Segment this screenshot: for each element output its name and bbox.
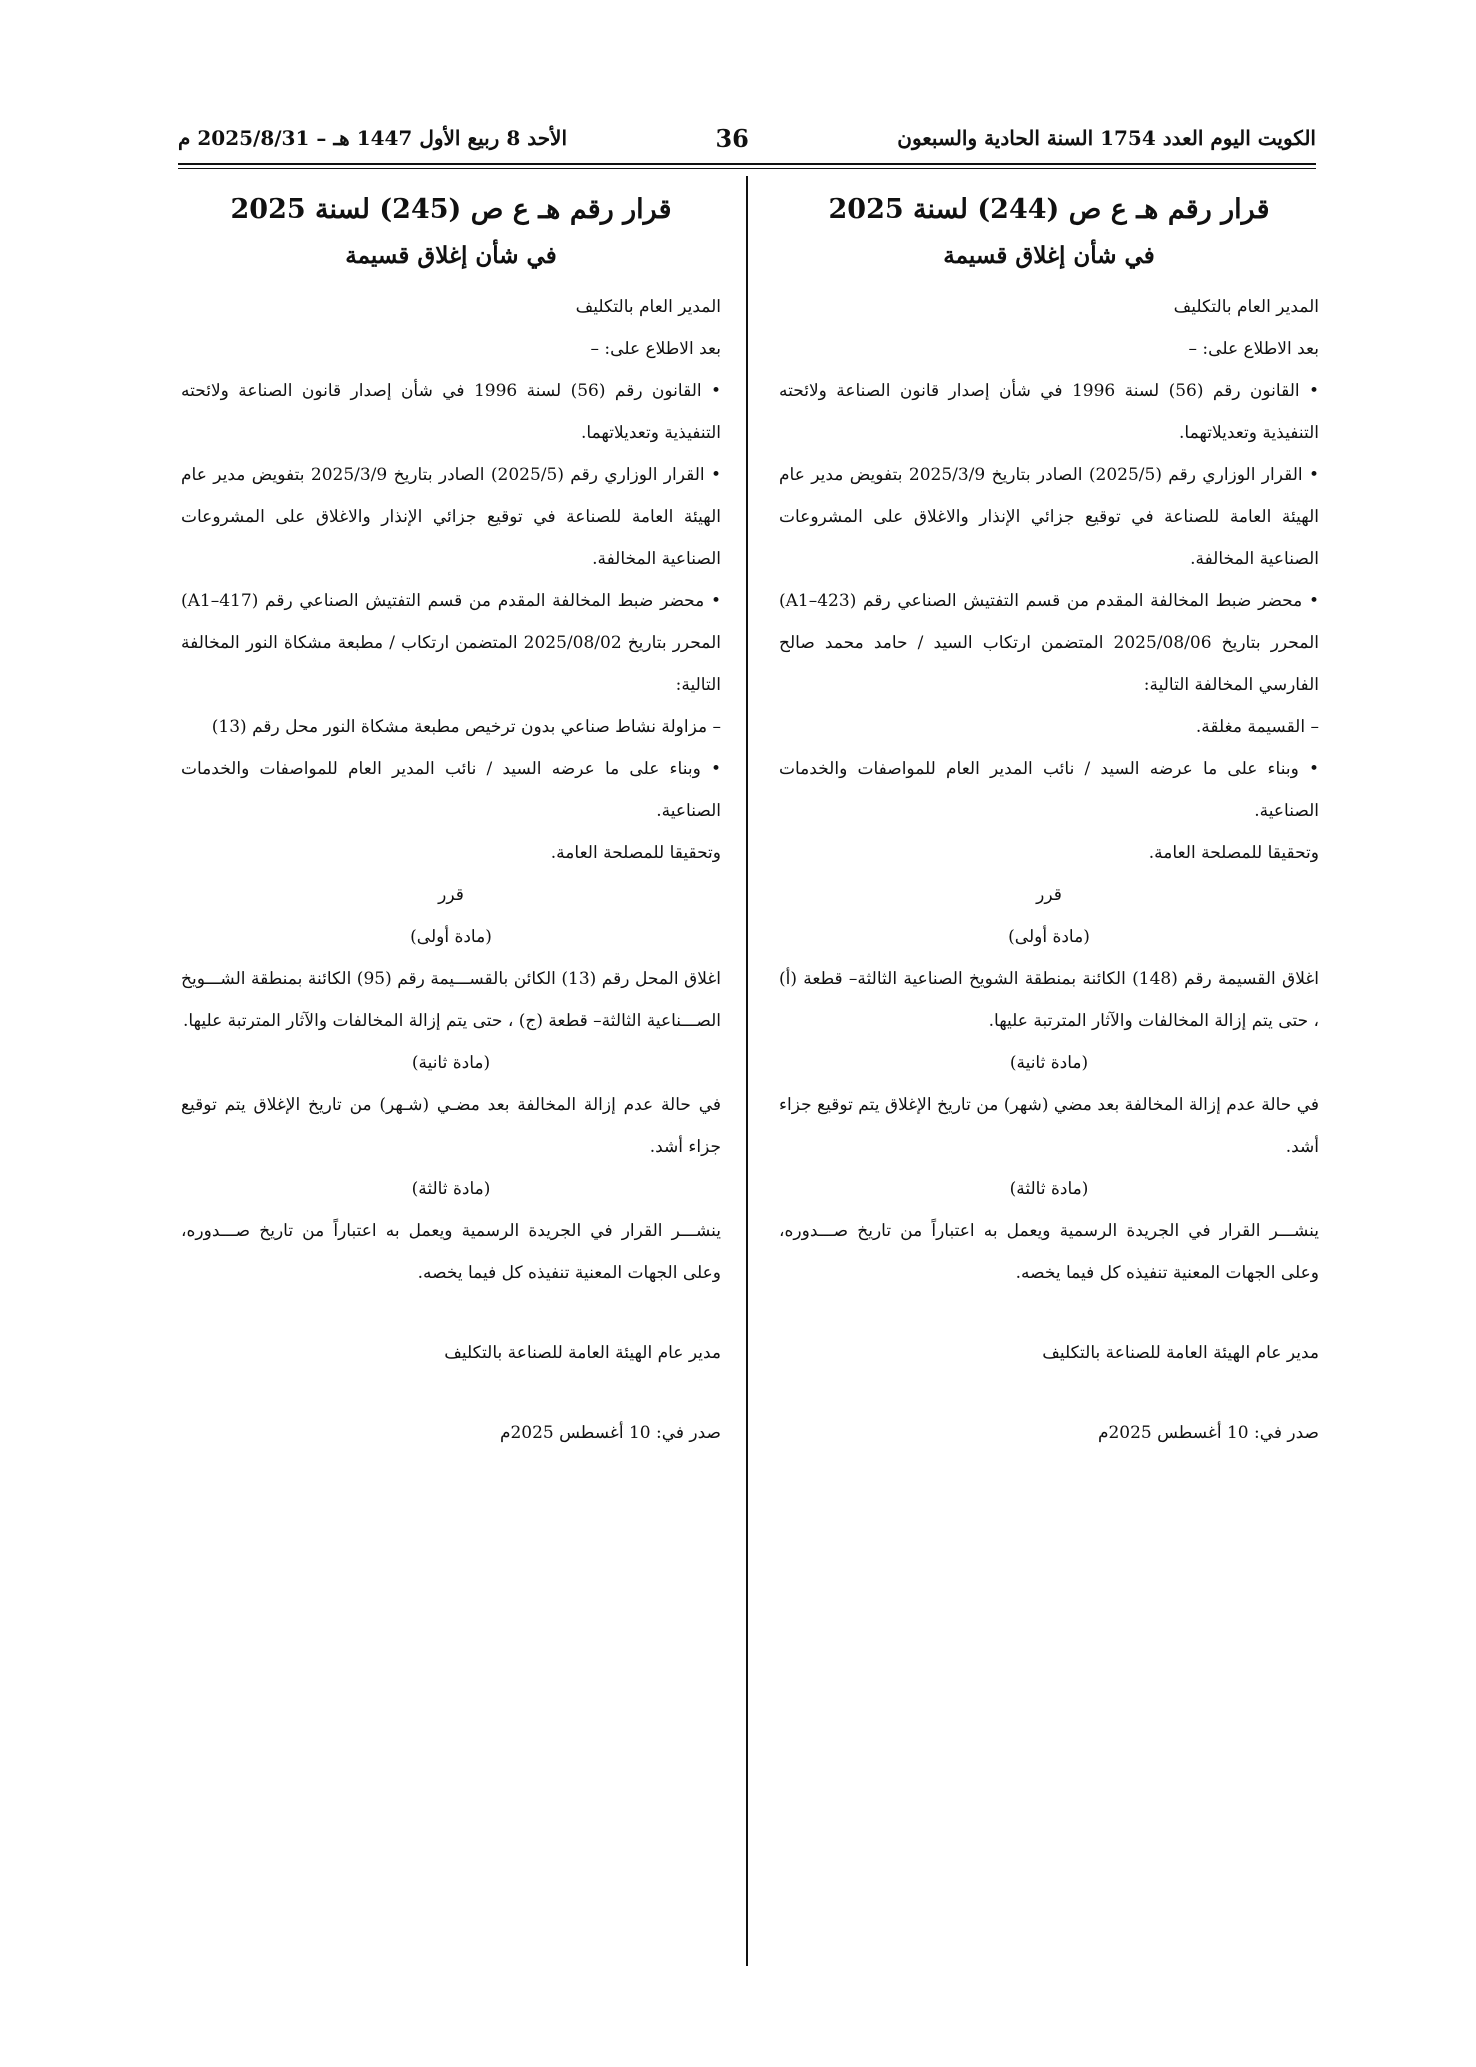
decision-title: قرار رقم هـ ع ص (244) لسنة 2025 xyxy=(828,194,1270,225)
preamble-law: • القانون رقم (56) لسنة 1996 في شأن إصدار قانون الصناعة ولائحته التنفيذية وتعديلاتهما. xyxy=(181,381,722,443)
article3-heading: (مادة ثالثة) xyxy=(1009,1179,1089,1199)
violation-item: – مزاولة نشاط صناعي بدون ترخيص مطبعة مشكاة النور محل رقم (13) xyxy=(211,717,721,737)
preamble-intro: بعد الاطلاع على: – xyxy=(590,339,721,359)
article2-heading: (مادة ثانية) xyxy=(411,1053,491,1073)
public-interest: وتحقيقا للمصلحة العامة. xyxy=(550,843,721,863)
preamble-law: • القانون رقم (56) لسنة 1996 في شأن إصدار قانون الصناعة ولائحته التنفيذية وتعديلاتهما. xyxy=(779,381,1320,443)
header-rule-thin xyxy=(178,168,1316,169)
preamble-violation-report: • محضر ضبط المخالفة المقدم من قسم التفتيش الصناعي رقم (A1–417) المحرر بتاريخ 2025/08/02 المتضمن ارتكاب / مطبعة مشكاة النور المخالفة التالية: xyxy=(181,591,721,695)
preamble-ministerial-decision: • القرار الوزاري رقم (2025/5) الصادر بتاريخ 2025/3/9 بتفويض مدير عام الهيئة العامة للصناعة في توقيع جزائي الإنذار والاغلاق على المشروعات الصناعية المخالفة. xyxy=(779,465,1319,569)
article3-heading: (مادة ثالثة) xyxy=(411,1179,491,1199)
signer-role: المدير العام بالتكليف xyxy=(575,297,721,317)
decision-title: قرار رقم هـ ع ص (245) لسنة 2025 xyxy=(230,194,672,225)
page-header xyxy=(178,118,1316,158)
article1-heading: (مادة أولى) xyxy=(410,927,492,947)
decision-245 xyxy=(181,180,721,1454)
preamble-violation-report: • محضر ضبط المخالفة المقدم من قسم التفتيش الصناعي رقم (A1–423) المحرر بتاريخ 2025/08/06 المتضمن ارتكاب السيد / حامد محمد صالح الفارسي المخالفة التالية: xyxy=(779,591,1319,695)
preamble-intro: بعد الاطلاع على: – xyxy=(1188,339,1319,359)
decision-subtitle: في شأن إغلاق قسيمة xyxy=(345,242,557,269)
issue-date: صدر في: 10 أغسطس 2025م xyxy=(1097,1423,1319,1443)
article1-text: اغلاق المحل رقم (13) الكائن بالقســـيمة رقم (95) الكائنة بمنطقة الشـــويخ الصـــناعية الثالثة– قطعة (ج) ، حتى يتم إزالة المخالفات والآثار المترتبة عليها. xyxy=(181,969,721,1031)
article3-text: ينشـــر القرار في الجريدة الرسمية ويعمل به اعتباراً من تاريخ صـــدوره، وعلى الجهات المعنية تنفيذه كل فيما يخصه. xyxy=(779,1221,1319,1283)
header-date: الأحد 8 ربيع الأول 1447 هـ – 2025/8/31 م xyxy=(178,126,568,150)
article2-text: في حالة عدم إزالة المخالفة بعد مضـي (شـهر) من تاريخ الإغلاق يتم توقيع جزاء أشد. xyxy=(181,1095,721,1157)
public-interest: وتحقيقا للمصلحة العامة. xyxy=(1148,843,1319,863)
signatory: مدير عام الهيئة العامة للصناعة بالتكليف xyxy=(444,1343,721,1363)
header-rule-thick xyxy=(178,163,1316,165)
issue-date: صدر في: 10 أغسطس 2025م xyxy=(499,1423,721,1443)
article2-heading: (مادة ثانية) xyxy=(1009,1053,1089,1073)
article1-heading: (مادة أولى) xyxy=(1008,927,1090,947)
decided-heading: قرر xyxy=(438,885,464,905)
column-divider xyxy=(746,176,748,1966)
header-issue-info: الكويت اليوم العدد 1754 السنة الحادية والسبعون xyxy=(897,126,1316,150)
signer-role: المدير العام بالتكليف xyxy=(1173,297,1319,317)
decided-heading: قرر xyxy=(1036,885,1062,905)
article1-text: اغلاق القسيمة رقم (148) الكائنة بمنطقة الشويخ الصناعية الثالثة– قطعة (أ) ، حتى يتم إزالة المخالفات والآثار المترتبة عليها. xyxy=(779,969,1319,1031)
preamble-ministerial-decision: • القرار الوزاري رقم (2025/5) الصادر بتاريخ 2025/3/9 بتفويض مدير عام الهيئة العامة للصناعة في توقيع جزائي الإنذار والاغلاق على المشروعات الصناعية المخالفة. xyxy=(181,465,721,569)
article3-text: ينشـــر القرار في الجريدة الرسمية ويعمل به اعتباراً من تاريخ صـــدوره، وعلى الجهات المعنية تنفيذه كل فيما يخصه. xyxy=(181,1221,721,1283)
decision-subtitle: في شأن إغلاق قسيمة xyxy=(943,242,1155,269)
article2-text: في حالة عدم إزالة المخالفة بعد مضي (شهر) من تاريخ الإغلاق يتم توقيع جزاء أشد. xyxy=(779,1095,1319,1157)
decision-244 xyxy=(779,180,1319,1454)
preamble-proposal: • وبناء على ما عرضه السيد / نائب المدير العام للمواصفات والخدمات الصناعية. xyxy=(181,759,721,821)
signatory: مدير عام الهيئة العامة للصناعة بالتكليف xyxy=(1042,1343,1319,1363)
preamble-proposal: • وبناء على ما عرضه السيد / نائب المدير العام للمواصفات والخدمات الصناعية. xyxy=(779,759,1319,821)
page-number: 36 xyxy=(715,123,749,153)
violation-item: – القسيمة مغلقة. xyxy=(1195,717,1319,737)
